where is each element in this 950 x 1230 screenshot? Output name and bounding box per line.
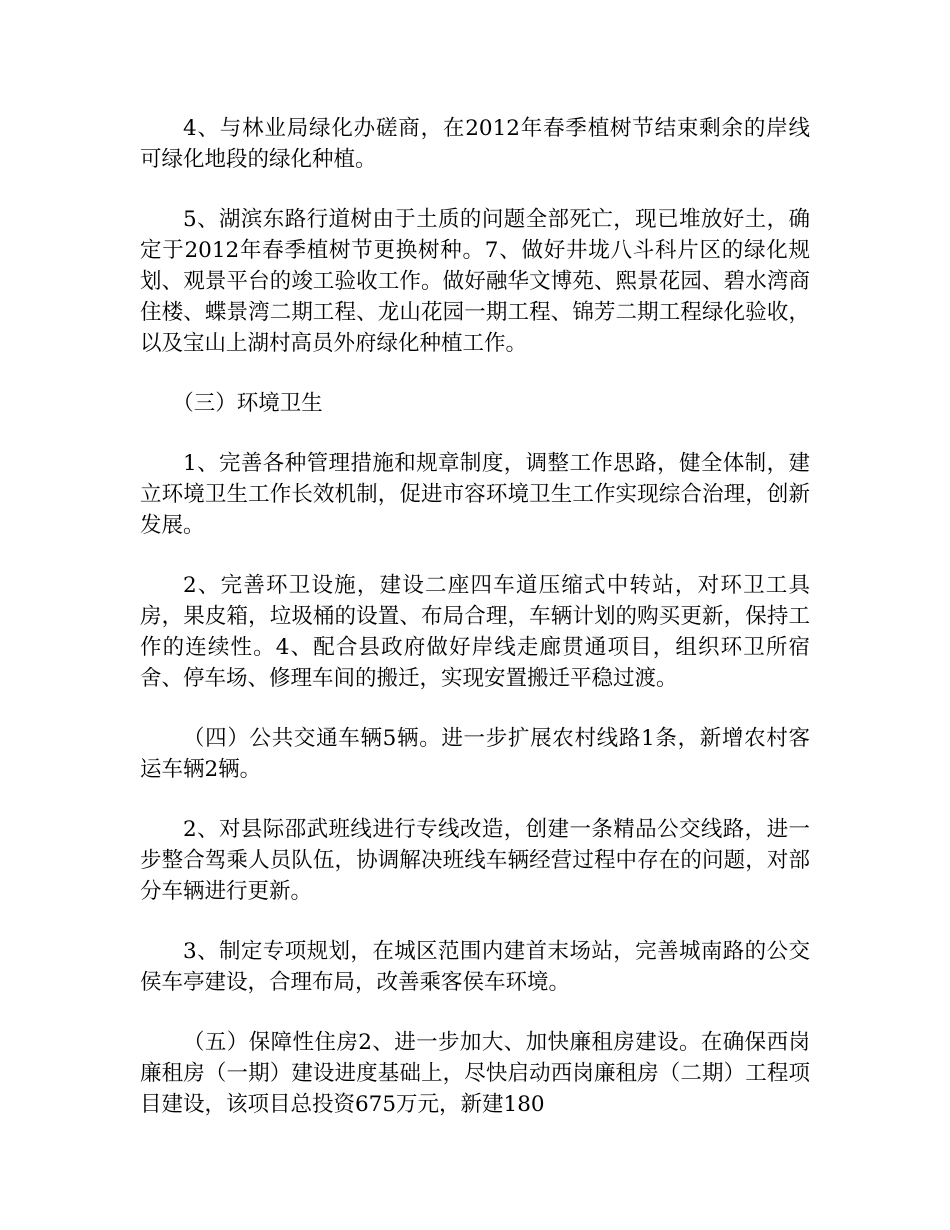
paragraph-bus-stations: 3、制定专项规划，在城区范围内建首末场站，完善城南路的公交侯车亭建设，合理布局，改善乘客侯车环境。: [140, 939, 810, 995]
document-page: [140, 113, 810, 1149]
section-heading-sanitation: （三）环境卫生: [172, 391, 323, 416]
paragraph-sanitation-facilities: 2、完善环卫设施，建设二座四车道压缩式中转站，对环卫工具房，果皮箱，垃圾桶的设置、布局合理，车辆计划的购买更新，保持工作的连续性。4、配合县政府做好岸线走廊贯通项目，组织环卫所宿舍、停车场、修理车间的搬迁，实现安置搬迁平稳过渡。: [140, 573, 810, 691]
paragraph-lakeside-road-trees: 5、湖滨东路行道树由于土质的问题全部死亡，现已堆放好土，确定于2012年春季植树节更换树种。7、做好井垅八斗科片区的绿化规划、观景平台的竣工验收工作。做好融华文博苑、熙景花园、碧水湾商住楼、蝶景湾二期工程、龙山花园一期工程、锦芳二期工程绿化验收，以及宝山上湖村高员外府绿化种植工作。: [140, 207, 810, 356]
paragraph-affordable-housing: （五）保障性住房2、进一步加大、加快廉租房建设。在确保西岗廉租房（一期）建设进度基础上，尽快启动西岗廉租房（二期）工程项目建设，该项目总投资675万元，新建180: [140, 1030, 810, 1117]
paragraph-sanitation-management: 1、完善各种管理措施和规章制度，调整工作思路，健全体制，建立环境卫生工作长效机制，促进市容环境卫生工作实现综合治理，创新发展。: [140, 451, 810, 538]
paragraph-public-transport: （四）公共交通车辆5辆。进一步扩展农村线路1条，新增农村客运车辆2辆。: [140, 726, 810, 782]
paragraph-greening-consult: 4、与林业局绿化办磋商，在2012年春季植树节结束剩余的岸线可绿化地段的绿化种植。: [140, 116, 810, 172]
paragraph-shaowu-line: 2、对县际邵武班线进行专线改造，创建一条精品公交线路，进一步整合驾乘人员队伍，协调解决班线车辆经营过程中存在的问题，对部分车辆进行更新。: [140, 817, 810, 904]
